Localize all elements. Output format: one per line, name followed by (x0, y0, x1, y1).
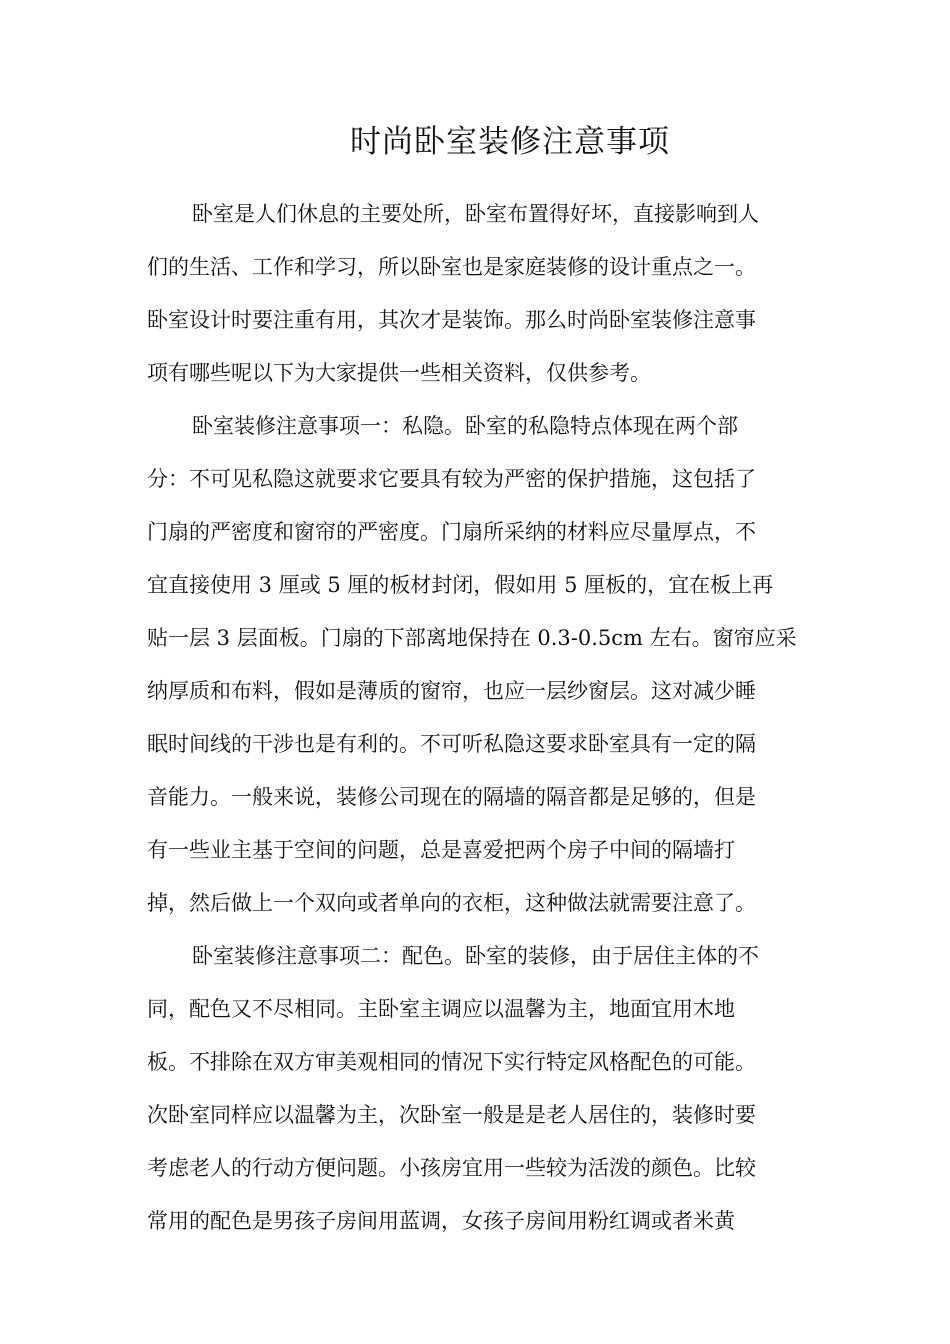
paragraph-first-line: 卧室装修注意事项一：私隐。卧室的私隐特点体现在两个部 (192, 414, 738, 438)
text-line: 们的生活、工作和学习，所以卧室也是家庭装修的设计重点之一。 (147, 255, 756, 279)
text-line: 常用的配色是男孩子房间用蓝调，女孩子房间用粉红调或者米黄 (147, 1209, 735, 1233)
text-line: 眠时间线的干涉也是有利的。不可听私隐这要求卧室具有一定的隔 (147, 732, 756, 756)
text-line: 有一些业主基于空间的问题，总是喜爱把两个房子中间的隔墙打 (147, 838, 735, 862)
text-line: 项有哪些呢以下为大家提供一些相关资料，仅供参考。 (147, 361, 651, 385)
text-line: 同，配色又不尽相同。主卧室主调应以温馨为主，地面宜用木地 (147, 997, 735, 1021)
text-line: 考虑老人的行动方便问题。小孩房宜用一些较为活泼的颜色。比较 (147, 1156, 756, 1180)
text-line: 纳厚质和布料，假如是薄质的窗帘，也应一层纱窗层。这对减少睡 (147, 679, 756, 703)
text-line: 板。不排除在双方审美观相同的情况下实行特定风格配色的可能。 (147, 1050, 756, 1074)
document-title: 时尚卧室装修注意事项 (350, 124, 670, 160)
text-line: 次卧室同样应以温馨为主，次卧室一般是是老人居住的，装修时要 (147, 1103, 756, 1127)
text-line: 贴一层 3 层面板。门扇的下部离地保持在 0.3-0.5cm 左右。窗帘应采 (147, 626, 797, 650)
text-line: 掉，然后做上一个双向或者单向的衣柜，这种做法就需要注意了。 (147, 891, 756, 915)
text-line: 音能力。一般来说，装修公司现在的隔墙的隔音都是足够的，但是 (147, 785, 756, 809)
paragraph-first-line: 卧室装修注意事项二：配色。卧室的装修，由于居住主体的不 (192, 944, 759, 968)
paragraph-first-line: 卧室是人们休息的主要处所，卧室布置得好坏，直接影响到人 (192, 202, 759, 226)
text-line: 分：不可见私隐这就要求它要具有较为严密的保护措施，这包括了 (147, 467, 756, 491)
text-line: 宜直接使用 3 厘或 5 厘的板材封闭，假如用 5 厘板的，宜在板上再 (147, 573, 774, 597)
text-line: 门扇的严密度和窗帘的严密度。门扇所采纳的材料应尽量厚点，不 (147, 520, 756, 544)
text-line: 卧室设计时要注重有用，其次才是装饰。那么时尚卧室装修注意事 (147, 308, 756, 332)
document-body (147, 188, 807, 1248)
